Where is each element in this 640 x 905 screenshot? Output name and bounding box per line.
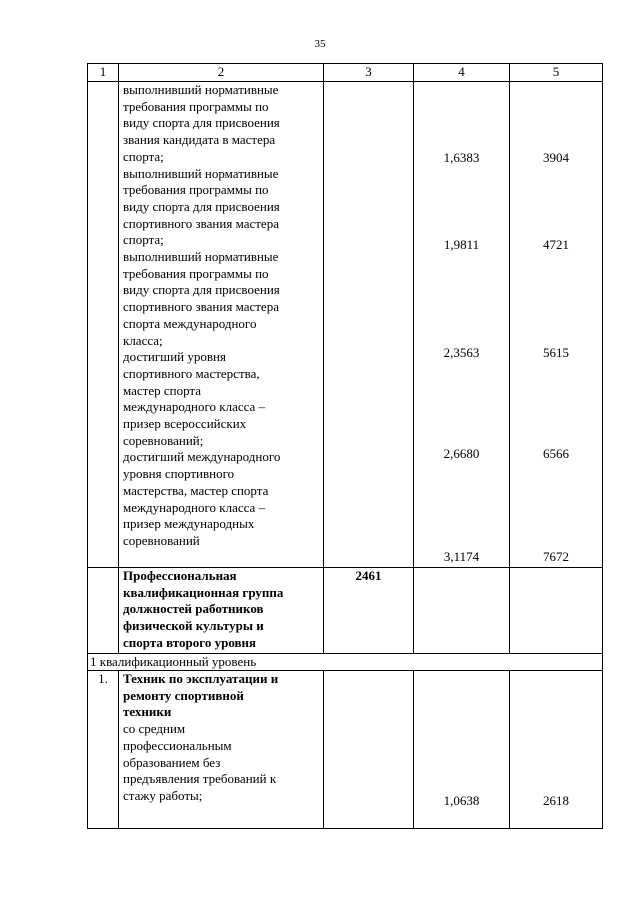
- requirement-line: требования программы по: [123, 98, 269, 114]
- requirement-line: соревнований;: [123, 432, 204, 448]
- group-line: должностей работников: [123, 601, 264, 617]
- requirement-line: предъявления требований к: [123, 771, 277, 787]
- requirement-line: мастерства, мастер спорта: [123, 482, 269, 498]
- salary-value: 6566: [543, 446, 569, 461]
- requirement-line: призер международных: [123, 516, 255, 532]
- group-name-cell: [119, 568, 324, 654]
- table-header-row: [88, 64, 603, 82]
- position-title-line: Техник по эксплуатации и: [123, 671, 279, 686]
- table-row: [88, 654, 603, 671]
- requirement-line: звания кандидата в мастера: [123, 132, 276, 148]
- header-cell: 1: [88, 64, 119, 82]
- requirement-line: достигший международного: [123, 449, 281, 465]
- requirement-line: спортивного звания мастера: [123, 215, 279, 231]
- qualification-level-cell: 1 квалификационный уровень: [88, 654, 603, 671]
- header-cell: 5: [510, 64, 603, 82]
- coefficient-cell: [414, 82, 510, 568]
- base-salary-cell: 2461: [324, 568, 414, 654]
- group-line: физической культуры и: [123, 618, 264, 634]
- coefficient-value: 3,1174: [443, 549, 480, 564]
- requirement-line: виду спорта для присвоения: [123, 198, 280, 214]
- group-line: квалификационная группа: [123, 584, 284, 600]
- requirement-line: достигший уровня: [123, 349, 226, 365]
- table-row: [88, 568, 603, 654]
- header-cell: 3: [324, 64, 414, 82]
- requirement-line: спорта;: [123, 232, 164, 248]
- coefficient-value: 2,3563: [443, 345, 480, 360]
- requirement-line: стажу работы;: [123, 787, 203, 803]
- requirement-line: со средним: [123, 721, 186, 737]
- salary-cell: [510, 671, 603, 829]
- group-line: Профессиональная: [123, 568, 237, 583]
- requirement-line: класса;: [123, 332, 163, 348]
- requirement-line: спорта международного: [123, 315, 257, 331]
- requirement-line: требования программы по: [123, 182, 269, 198]
- salary-cell: [510, 568, 603, 654]
- salary-value: 4721: [543, 237, 569, 252]
- position-title-line: техники: [123, 704, 172, 720]
- coefficient-value: 1,6383: [443, 150, 480, 165]
- requirement-line: мастер спорта: [123, 382, 202, 398]
- salary-value: 5615: [543, 345, 569, 360]
- base-salary-cell: [324, 671, 414, 829]
- coefficient-value: 2,6680: [443, 446, 480, 461]
- requirement-line: профессиональным: [123, 737, 232, 753]
- salary-cell: [510, 82, 603, 568]
- header-cell: 4: [414, 64, 510, 82]
- requirements-cell: [119, 82, 324, 568]
- requirement-line: уровня спортивного: [123, 466, 235, 482]
- position-title-line: ремонту спортивной: [123, 687, 244, 703]
- requirement-line: призер всероссийских: [123, 416, 247, 432]
- salary-value: 2618: [543, 793, 569, 808]
- table-row: [88, 82, 603, 568]
- coefficient-value: 1,0638: [443, 793, 480, 808]
- requirement-line: выполнивший нормативные: [123, 165, 279, 181]
- requirement-line: спортивного звания мастера: [123, 299, 279, 315]
- group-line: спорта второго уровня: [123, 634, 257, 650]
- header-cell: 2: [119, 64, 324, 82]
- requirement-line: международного класса –: [123, 399, 266, 415]
- salary-value: 7672: [543, 549, 569, 564]
- requirement-line: образованием без: [123, 754, 221, 770]
- requirement-line: требования программы по: [123, 265, 269, 281]
- index-cell: [88, 568, 119, 654]
- base-salary-cell: [324, 82, 414, 568]
- index-cell: [88, 82, 119, 568]
- requirement-line: спорта;: [123, 148, 164, 164]
- requirement-line: виду спорта для присвоения: [123, 282, 280, 298]
- salary-table: [87, 63, 603, 829]
- page-number: 35: [314, 38, 326, 50]
- salary-value: 3904: [543, 150, 569, 165]
- requirement-line: виду спорта для присвоения: [123, 115, 280, 131]
- requirement-line: соревнований: [123, 532, 200, 548]
- requirement-line: спортивного мастерства,: [123, 365, 260, 381]
- requirement-line: выполнивший нормативные: [123, 82, 279, 97]
- position-cell: [119, 671, 324, 829]
- requirement-line: выполнивший нормативные: [123, 249, 279, 265]
- index-cell: 1.: [88, 671, 119, 829]
- table-row: [88, 671, 603, 829]
- requirement-line: международного класса –: [123, 499, 266, 515]
- coefficient-cell: [414, 568, 510, 654]
- coefficient-value: 1,9811: [443, 237, 480, 252]
- coefficient-cell: [414, 671, 510, 829]
